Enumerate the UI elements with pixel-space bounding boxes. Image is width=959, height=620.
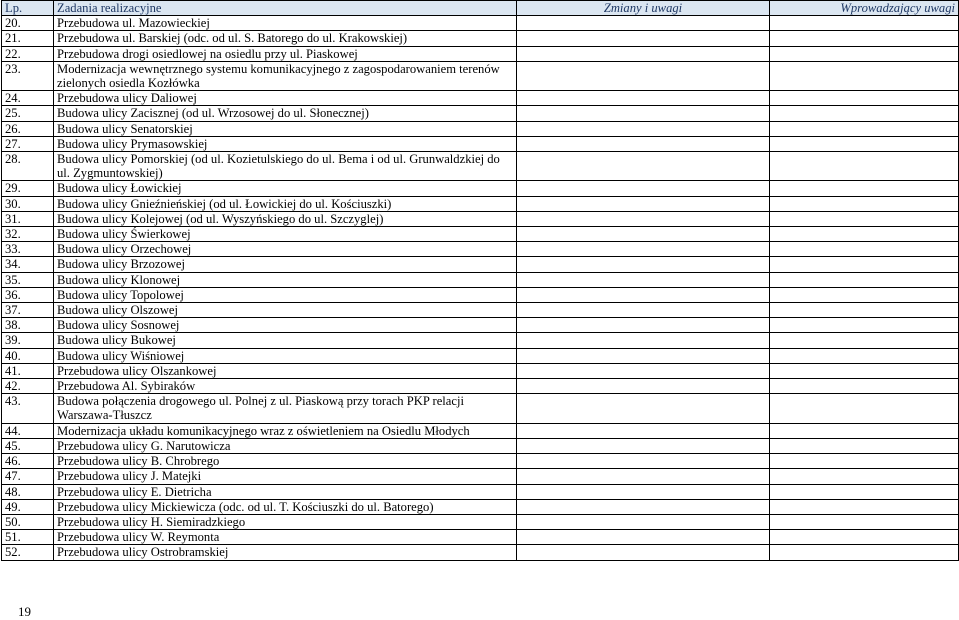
row-notes xyxy=(517,257,770,272)
row-number: 20. xyxy=(2,16,54,31)
row-task: Przebudowa ulicy W. Reymonta xyxy=(54,530,517,545)
row-notes xyxy=(517,136,770,151)
table-row xyxy=(2,287,959,302)
row-number: 27. xyxy=(2,136,54,151)
row-notes xyxy=(517,272,770,287)
row-notes xyxy=(517,61,770,90)
row-task: Przebudowa drogi osiedlowej na osiedlu przy ul. Piaskowej xyxy=(54,46,517,61)
page-number: 19 xyxy=(18,604,31,619)
row-task: Budowa ulicy Bukowej xyxy=(54,333,517,348)
row-notes xyxy=(517,348,770,363)
row-notes xyxy=(517,16,770,31)
table-row xyxy=(2,181,959,196)
row-number: 49. xyxy=(2,499,54,514)
row-notes xyxy=(517,287,770,302)
row-notes xyxy=(517,438,770,453)
row-task: Budowa ulicy Łowickiej xyxy=(54,181,517,196)
row-user xyxy=(770,530,959,545)
row-number: 24. xyxy=(2,91,54,106)
row-user xyxy=(770,242,959,257)
row-user xyxy=(770,31,959,46)
tasks-table xyxy=(1,0,959,561)
row-user xyxy=(770,61,959,90)
row-user xyxy=(770,181,959,196)
table-row xyxy=(2,257,959,272)
row-user xyxy=(770,106,959,121)
row-number: 34. xyxy=(2,257,54,272)
row-user xyxy=(770,363,959,378)
row-notes xyxy=(517,379,770,394)
row-user xyxy=(770,287,959,302)
row-task: Budowa ulicy Pomorskiej (od ul. Kozietulskiego do ul. Bema i od ul. Grunwaldzkiej do ul. Zygmuntowskiej) xyxy=(54,152,517,181)
table-row xyxy=(2,106,959,121)
row-task: Przebudowa ulicy B. Chrobrego xyxy=(54,454,517,469)
row-notes xyxy=(517,181,770,196)
row-number: 42. xyxy=(2,379,54,394)
header-task: Zadania realizacyjne xyxy=(54,1,517,16)
row-number: 30. xyxy=(2,196,54,211)
row-notes xyxy=(517,499,770,514)
table-row xyxy=(2,394,959,423)
row-number: 32. xyxy=(2,227,54,242)
row-task: Budowa ulicy Orzechowej xyxy=(54,242,517,257)
row-notes xyxy=(517,363,770,378)
row-number: 41. xyxy=(2,363,54,378)
row-number: 23. xyxy=(2,61,54,90)
row-user xyxy=(770,545,959,560)
row-number: 28. xyxy=(2,152,54,181)
row-task: Przebudowa Al. Sybiraków xyxy=(54,379,517,394)
table-row xyxy=(2,16,959,31)
row-task: Przebudowa ulicy Daliowej xyxy=(54,91,517,106)
table-row xyxy=(2,152,959,181)
row-task: Przebudowa ul. Mazowieckiej xyxy=(54,16,517,31)
table-row xyxy=(2,46,959,61)
row-number: 52. xyxy=(2,545,54,560)
row-notes xyxy=(517,211,770,226)
row-user xyxy=(770,333,959,348)
row-notes xyxy=(517,514,770,529)
table-row xyxy=(2,227,959,242)
row-notes xyxy=(517,303,770,318)
row-task: Przebudowa ulicy Mickiewicza (odc. od ul. T. Kościuszki do ul. Batorego) xyxy=(54,499,517,514)
row-number: 37. xyxy=(2,303,54,318)
row-user xyxy=(770,257,959,272)
row-number: 44. xyxy=(2,423,54,438)
table-row xyxy=(2,31,959,46)
row-task: Budowa ulicy Prymasowskiej xyxy=(54,136,517,151)
row-user xyxy=(770,514,959,529)
row-user xyxy=(770,499,959,514)
row-user xyxy=(770,379,959,394)
row-notes xyxy=(517,242,770,257)
table-row xyxy=(2,454,959,469)
table-row xyxy=(2,545,959,560)
table-row xyxy=(2,363,959,378)
row-notes xyxy=(517,106,770,121)
table-row xyxy=(2,61,959,90)
row-notes xyxy=(517,31,770,46)
row-task: Przebudowa ulicy Ostrobramskiej xyxy=(54,545,517,560)
row-user xyxy=(770,423,959,438)
row-number: 21. xyxy=(2,31,54,46)
table-row xyxy=(2,121,959,136)
row-task: Przebudowa ulicy Olszankowej xyxy=(54,363,517,378)
row-number: 40. xyxy=(2,348,54,363)
row-task: Budowa ulicy Wiśniowej xyxy=(54,348,517,363)
row-user xyxy=(770,227,959,242)
row-user xyxy=(770,211,959,226)
row-notes xyxy=(517,196,770,211)
row-number: 48. xyxy=(2,484,54,499)
table-row xyxy=(2,379,959,394)
row-user xyxy=(770,152,959,181)
table-row xyxy=(2,196,959,211)
table-body xyxy=(2,16,959,560)
row-number: 26. xyxy=(2,121,54,136)
row-notes xyxy=(517,152,770,181)
row-user xyxy=(770,196,959,211)
row-number: 39. xyxy=(2,333,54,348)
row-notes xyxy=(517,454,770,469)
row-task: Budowa ulicy Świerkowej xyxy=(54,227,517,242)
row-task: Przebudowa ulicy H. Siemiradzkiego xyxy=(54,514,517,529)
table-row xyxy=(2,484,959,499)
row-user xyxy=(770,46,959,61)
row-number: 25. xyxy=(2,106,54,121)
row-user xyxy=(770,438,959,453)
table-row xyxy=(2,91,959,106)
row-task: Budowa ulicy Olszowej xyxy=(54,303,517,318)
header-user: Wprowadzający uwagi xyxy=(770,1,959,16)
table-row xyxy=(2,423,959,438)
header-notes: Zmiany i uwagi xyxy=(517,1,770,16)
row-task: Budowa ulicy Klonowej xyxy=(54,272,517,287)
row-user xyxy=(770,318,959,333)
table-row xyxy=(2,242,959,257)
row-notes xyxy=(517,333,770,348)
row-user xyxy=(770,16,959,31)
row-task: Modernizacja wewnętrznego systemu komunikacyjnego z zagospodarowaniem terenów zielonych osiedla Kozłówka xyxy=(54,61,517,90)
row-user xyxy=(770,121,959,136)
row-number: 22. xyxy=(2,46,54,61)
header-lp: Lp. xyxy=(2,1,54,16)
row-user xyxy=(770,136,959,151)
row-task: Budowa połączenia drogowego ul. Polnej z ul. Piaskową przy torach PKP relacji Warszawa-Tłuszcz xyxy=(54,394,517,423)
row-notes xyxy=(517,318,770,333)
row-number: 36. xyxy=(2,287,54,302)
row-notes xyxy=(517,423,770,438)
table-row xyxy=(2,438,959,453)
row-user xyxy=(770,454,959,469)
row-number: 50. xyxy=(2,514,54,529)
table-row xyxy=(2,136,959,151)
table-row xyxy=(2,530,959,545)
table-row xyxy=(2,211,959,226)
table-row xyxy=(2,318,959,333)
row-task: Budowa ulicy Brzozowej xyxy=(54,257,517,272)
row-user xyxy=(770,394,959,423)
row-notes xyxy=(517,46,770,61)
row-notes xyxy=(517,469,770,484)
row-task: Budowa ulicy Sosnowej xyxy=(54,318,517,333)
row-user xyxy=(770,348,959,363)
row-notes xyxy=(517,530,770,545)
row-task: Budowa ulicy Gnieźnieńskiej (od ul. Łowickiej do ul. Kościuszki) xyxy=(54,196,517,211)
row-notes xyxy=(517,545,770,560)
row-task: Budowa ulicy Kolejowej (od ul. Wyszyńskiego do ul. Szczyglej) xyxy=(54,211,517,226)
table-row xyxy=(2,499,959,514)
row-user xyxy=(770,484,959,499)
row-task: Budowa ulicy Senatorskiej xyxy=(54,121,517,136)
row-number: 45. xyxy=(2,438,54,453)
row-notes xyxy=(517,394,770,423)
table-row xyxy=(2,303,959,318)
row-number: 38. xyxy=(2,318,54,333)
row-number: 46. xyxy=(2,454,54,469)
row-task: Przebudowa ulicy J. Matejki xyxy=(54,469,517,484)
row-notes xyxy=(517,484,770,499)
row-task: Przebudowa ul. Barskiej (odc. od ul. S. Batorego do ul. Krakowskiej) xyxy=(54,31,517,46)
row-task: Modernizacja układu komunikacyjnego wraz z oświetleniem na Osiedlu Młodych xyxy=(54,423,517,438)
row-task: Przebudowa ulicy G. Narutowicza xyxy=(54,438,517,453)
row-notes xyxy=(517,91,770,106)
row-task: Przebudowa ulicy E. Dietricha xyxy=(54,484,517,499)
row-user xyxy=(770,303,959,318)
table-row xyxy=(2,514,959,529)
row-user xyxy=(770,91,959,106)
row-task: Budowa ulicy Zacisznej (od ul. Wrzosowej do ul. Słonecznej) xyxy=(54,106,517,121)
row-number: 43. xyxy=(2,394,54,423)
table-header xyxy=(2,1,959,16)
table-row xyxy=(2,333,959,348)
table-row xyxy=(2,272,959,287)
table-row xyxy=(2,469,959,484)
row-number: 51. xyxy=(2,530,54,545)
row-number: 35. xyxy=(2,272,54,287)
table-row xyxy=(2,348,959,363)
row-notes xyxy=(517,121,770,136)
row-task: Budowa ulicy Topolowej xyxy=(54,287,517,302)
row-user xyxy=(770,469,959,484)
row-number: 29. xyxy=(2,181,54,196)
row-number: 33. xyxy=(2,242,54,257)
row-user xyxy=(770,272,959,287)
header-row xyxy=(2,1,959,16)
row-number: 47. xyxy=(2,469,54,484)
row-notes xyxy=(517,227,770,242)
row-number: 31. xyxy=(2,211,54,226)
